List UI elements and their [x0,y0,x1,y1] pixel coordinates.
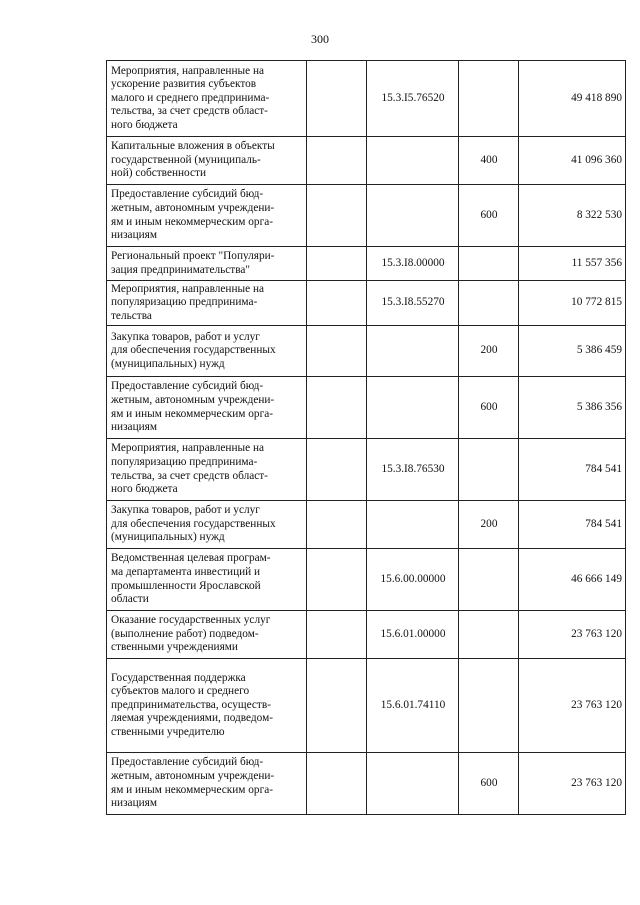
row-name: Государственная поддержка субъектов малого и среднего предпринимательства, осуществ- ляемая учреждениями, подведом- ственными учредителю [107,659,307,753]
row-amount: 10 772 815 [519,281,626,326]
row-expense-type [459,61,519,137]
row-amount: 46 666 149 [519,549,626,611]
budget-table [106,60,626,815]
row-expense-type [459,247,519,281]
table-row [107,137,626,185]
row-amount: 23 763 120 [519,611,626,659]
row-target-code: 15.3.I8.00000 [367,247,459,281]
row-expense-type: 600 [459,377,519,439]
table-row [107,501,626,549]
row-target-code [367,501,459,549]
row-blank-cell [307,377,367,439]
row-name: Оказание государственных услуг (выполнение работ) подведом- ственными учреждениями [107,611,307,659]
row-blank-cell [307,326,367,377]
row-expense-type: 600 [459,753,519,815]
row-target-code: 15.3.I8.76530 [367,439,459,501]
row-name: Закупка товаров, работ и услуг для обеспечения государственных (муниципальных) нужд [107,326,307,377]
row-expense-type [459,659,519,753]
row-expense-type [459,549,519,611]
row-expense-type [459,611,519,659]
row-name: Предоставление субсидий бюд- жетным, автономным учреждени- ям и иным некоммерческим орга- низациям [107,377,307,439]
row-blank-cell [307,611,367,659]
row-name: Мероприятия, направленные на популяризацию предпринима- тельства [107,281,307,326]
row-expense-type: 200 [459,326,519,377]
row-target-code [367,137,459,185]
row-amount: 5 386 459 [519,326,626,377]
table-row [107,753,626,815]
row-amount: 23 763 120 [519,659,626,753]
table-row [107,377,626,439]
table-row [107,326,626,377]
row-target-code [367,185,459,247]
table-row [107,439,626,501]
row-expense-type: 600 [459,185,519,247]
table-row [107,61,626,137]
table-row [107,659,626,753]
table-row [107,281,626,326]
row-name: Предоставление субсидий бюд- жетным, автономным учреждени- ям и иным некоммерческим орга- низациям [107,753,307,815]
row-blank-cell [307,247,367,281]
row-target-code: 15.3.I8.55270 [367,281,459,326]
row-name: Капитальные вложения в объекты государственной (муниципаль- ной) собственности [107,137,307,185]
row-blank-cell [307,549,367,611]
row-amount: 23 763 120 [519,753,626,815]
row-name: Региональный проект "Популяри- зация предпринимательства" [107,247,307,281]
row-target-code: 15.6.01.74110 [367,659,459,753]
row-name: Предоставление субсидий бюд- жетным, автономным учреждени- ям и иным некоммерческим орга- низациям [107,185,307,247]
row-blank-cell [307,659,367,753]
row-expense-type [459,281,519,326]
row-blank-cell [307,501,367,549]
row-target-code [367,377,459,439]
row-blank-cell [307,753,367,815]
table-row [107,611,626,659]
row-amount: 49 418 890 [519,61,626,137]
row-expense-type [459,439,519,501]
row-blank-cell [307,439,367,501]
row-name: Закупка товаров, работ и услуг для обеспечения государственных (муниципальных) нужд [107,501,307,549]
row-amount: 41 096 360 [519,137,626,185]
row-name: Мероприятия, направленные на ускорение развития субъектов малого и среднего предпринима- тельства, за счет средств област- ного бюджета [107,61,307,137]
row-blank-cell [307,61,367,137]
row-expense-type: 400 [459,137,519,185]
row-target-code [367,753,459,815]
row-expense-type: 200 [459,501,519,549]
row-blank-cell [307,281,367,326]
row-amount: 8 322 530 [519,185,626,247]
table-row [107,247,626,281]
row-amount: 784 541 [519,501,626,549]
row-amount: 11 557 356 [519,247,626,281]
row-amount: 784 541 [519,439,626,501]
row-blank-cell [307,185,367,247]
row-target-code: 15.6.01.00000 [367,611,459,659]
row-blank-cell [307,137,367,185]
row-amount: 5 386 356 [519,377,626,439]
table-row [107,549,626,611]
row-name: Мероприятия, направленные на популяризацию предпринима- тельства, за счет средств област- ного бюджета [107,439,307,501]
table-row [107,185,626,247]
row-target-code: 15.3.I5.76520 [367,61,459,137]
page-number: 300 [311,32,329,46]
row-name: Ведомственная целевая програм- ма департамента инвестиций и промышленности Ярославской области [107,549,307,611]
row-target-code: 15.6.00.00000 [367,549,459,611]
row-target-code [367,326,459,377]
